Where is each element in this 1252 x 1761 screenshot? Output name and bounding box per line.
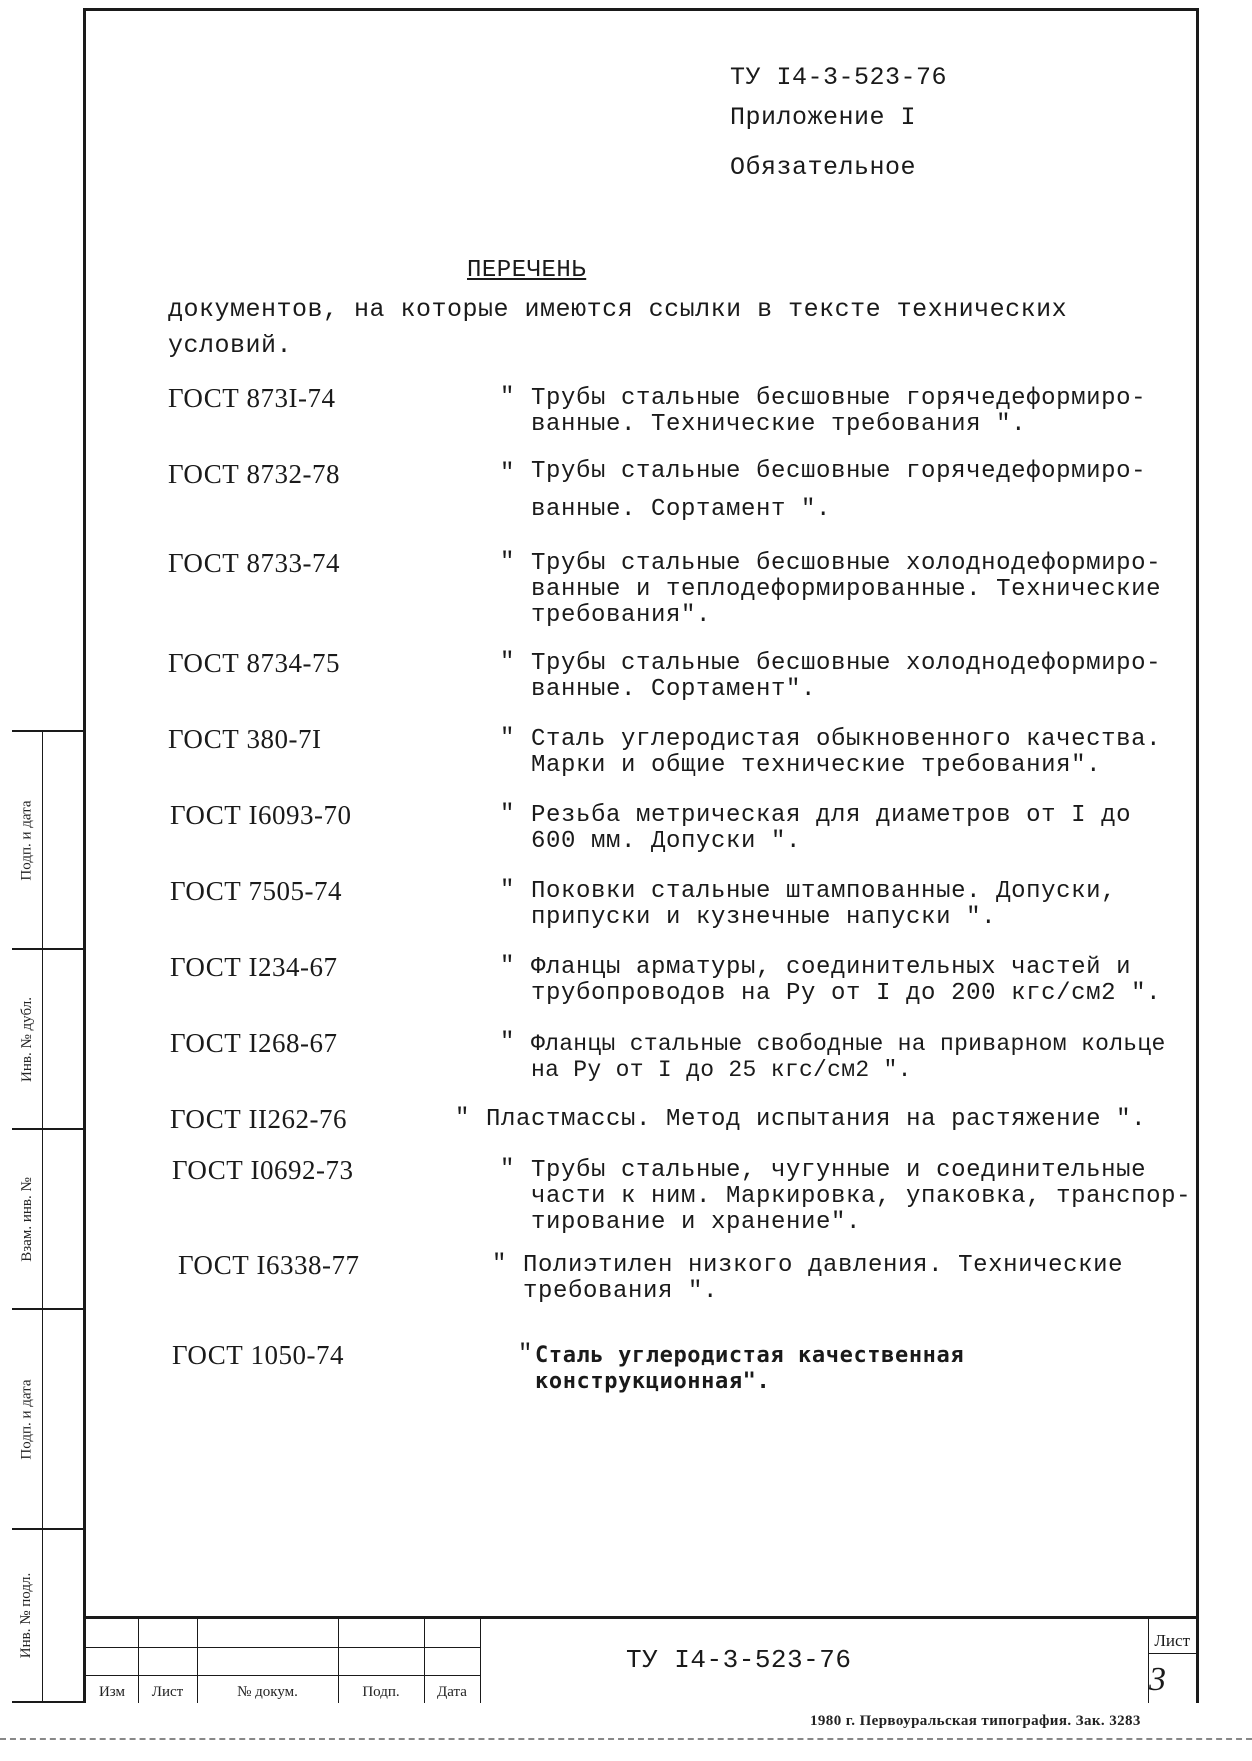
appendix-label: Приложение I bbox=[730, 103, 917, 132]
gost-code: ГОСТ I6338-77 bbox=[178, 1250, 360, 1280]
quote-mark: " bbox=[500, 801, 515, 828]
gost-code: ГОСТ 873I-74 bbox=[168, 383, 336, 413]
gost-code: ГОСТ 8734-75 bbox=[168, 648, 341, 678]
reference-title: Фланцы арматуры, соединительных частей и трубопроводов на Ру от I до 200 кгс/см2 ". bbox=[531, 954, 1162, 1007]
reference-title: Резьба метрическая для диаметров от I до 600 мм. Допуски ". bbox=[531, 802, 1132, 855]
side-stamp-label: Инв. № дубл. bbox=[18, 996, 35, 1082]
quote-mark: " bbox=[500, 649, 515, 676]
sheet-label: Лист bbox=[1154, 1631, 1190, 1650]
col-label: Дата bbox=[437, 1684, 467, 1700]
title-block bbox=[86, 1616, 1196, 1703]
printer-footer: 1980 г. Первоуральская типография. Зак. 3283 bbox=[810, 1713, 1141, 1729]
reference-title: Пластмассы. Метод испытания на растяжение ". bbox=[486, 1106, 1147, 1133]
reference-title: Поковки стальные штампованные. Допуски, припуски и кузнечные напуски ". bbox=[531, 878, 1117, 931]
gost-code: ГОСТ I234-67 bbox=[170, 952, 338, 982]
quote-mark: " bbox=[500, 953, 515, 980]
page-frame bbox=[83, 8, 1199, 1703]
appendix-status: Обязательное bbox=[730, 153, 917, 182]
side-stamp-label: Инв. № подл. bbox=[18, 1572, 35, 1659]
side-stamp-label: Взам. инв. № bbox=[18, 1176, 35, 1262]
col-label: № докум. bbox=[237, 1684, 298, 1700]
quote-mark: " bbox=[500, 549, 515, 576]
intro-line-1: документов, на которые имеются ссылки в тексте технических bbox=[168, 295, 1068, 324]
cut-line bbox=[0, 1738, 1252, 1740]
reference-title: Полиэтилен низкого давления. Технические требования ". bbox=[523, 1252, 1124, 1305]
quote-mark: " bbox=[500, 384, 515, 411]
reference-title: Трубы стальные бесшовные холоднодеформиро- ванные и теплодеформированные. Технические требования". bbox=[531, 550, 1162, 629]
reference-title: Трубы стальные бесшовные холоднодеформиро- ванные. Сортамент". bbox=[531, 650, 1162, 703]
list-title: ПЕРЕЧЕНЬ bbox=[467, 257, 587, 284]
side-stamp-label: Подп. и дата bbox=[18, 799, 35, 881]
col-label: Подп. bbox=[362, 1684, 400, 1700]
gost-code: ГОСТ 8733-74 bbox=[168, 548, 341, 578]
reference-title: Трубы стальные бесшовные горячедеформиро- ванные. Технические требования ". bbox=[531, 385, 1147, 438]
quote-mark: " bbox=[500, 725, 515, 752]
quote-mark: " bbox=[500, 460, 515, 487]
sheet-number: 3 bbox=[1149, 1661, 1166, 1698]
col-label: Лист bbox=[151, 1684, 184, 1700]
gost-code: ГОСТ 7505-74 bbox=[170, 876, 343, 906]
reference-title: Фланцы стальные свободные на приварном кольце на Ру от I до 25 кгс/см2 ". bbox=[531, 1031, 1166, 1083]
gost-code: ГОСТ I0692-73 bbox=[172, 1155, 354, 1185]
quote-mark: " bbox=[500, 1029, 515, 1056]
reference-title: Трубы стальные, чугунные и соединительные части к ним. Маркировка, упаковка, транспор- тирование и хранение". bbox=[531, 1157, 1192, 1236]
quote-mark: " bbox=[500, 1156, 515, 1183]
document-code: ТУ I4-3-523-76 bbox=[730, 63, 948, 92]
quote-mark: " bbox=[455, 1105, 470, 1132]
gost-code: ГОСТ II262-76 bbox=[170, 1104, 347, 1134]
side-stamp-label: Подп. и дата bbox=[18, 1378, 35, 1460]
gost-code: ГОСТ 1050-74 bbox=[172, 1340, 345, 1370]
quote-mark: " bbox=[500, 877, 515, 904]
intro-line-2: условий. bbox=[168, 331, 293, 360]
col-label: Изм bbox=[98, 1684, 126, 1700]
gost-code: ГОСТ I6093-70 bbox=[170, 800, 352, 830]
quote-mark: " bbox=[518, 1341, 533, 1368]
gost-code: ГОСТ 8732-78 bbox=[168, 459, 341, 489]
reference-title: Трубы стальные бесшовные горячедеформиро- ванные. Сортамент ". bbox=[531, 458, 1147, 523]
gost-code: ГОСТ 380-7I bbox=[168, 724, 322, 754]
title-block-doc-code: ТУ I4-3-523-76 bbox=[626, 1645, 852, 1675]
reference-title: Сталь углеродистая обыкновенного качества. Марки и общие технические требования". bbox=[531, 726, 1162, 779]
gost-code: ГОСТ I268-67 bbox=[170, 1028, 338, 1058]
quote-mark: " bbox=[492, 1251, 507, 1278]
reference-title: Сталь углеродистая качественная конструкционная". bbox=[535, 1343, 965, 1394]
